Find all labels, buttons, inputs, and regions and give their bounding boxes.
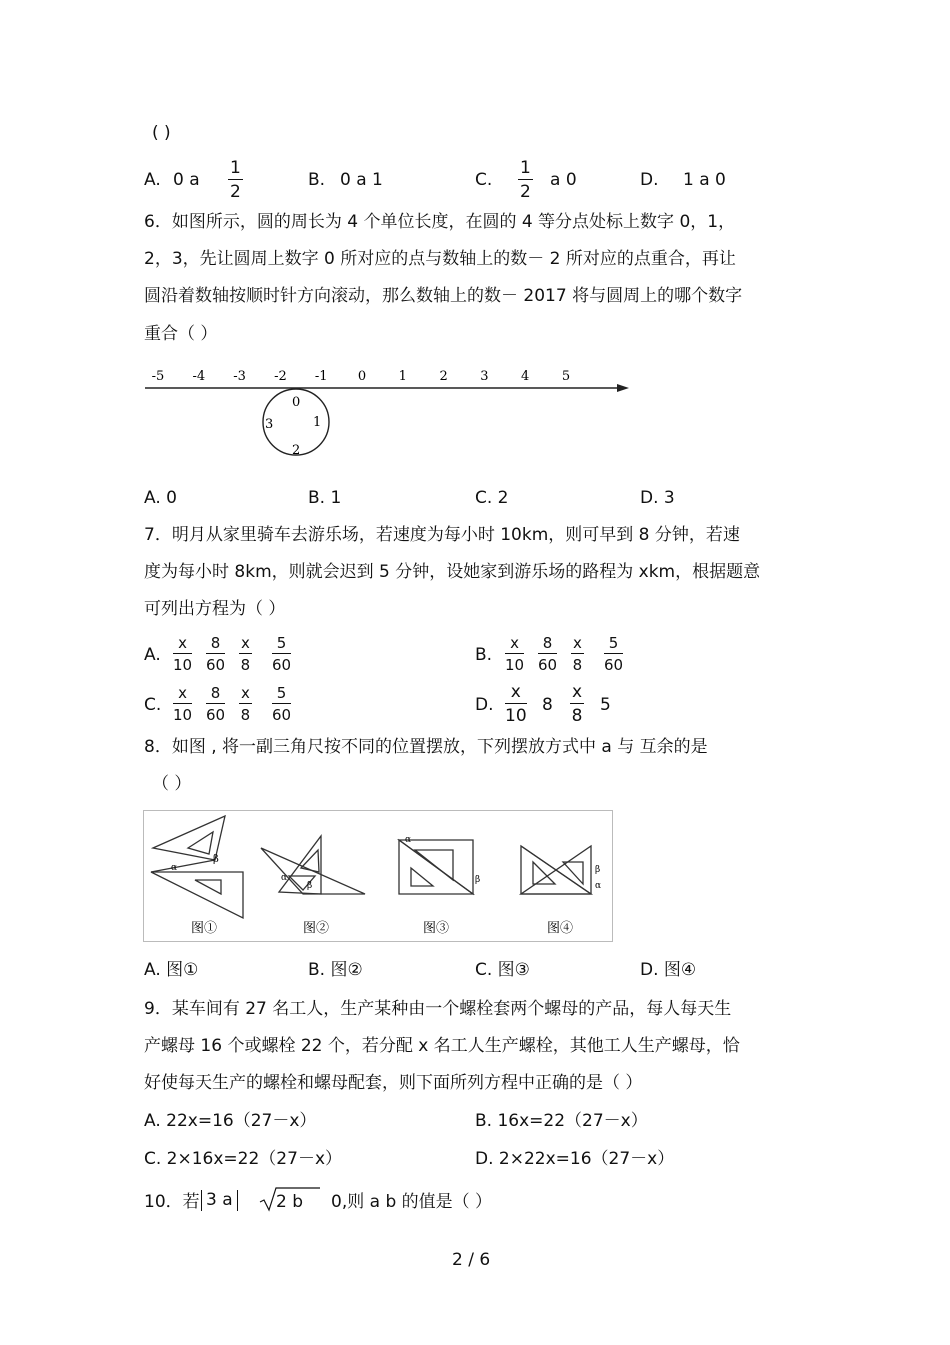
axis-arrow-icon xyxy=(617,384,629,392)
axis-tick-label: 1 xyxy=(398,369,407,384)
figure-4-caption: 图④ xyxy=(547,921,574,936)
axis-tick-label: 4 xyxy=(521,369,530,384)
q6-option-d: D. 3 xyxy=(640,488,675,508)
equation-fraction xyxy=(239,636,252,673)
fraction-numerator: x xyxy=(241,634,250,652)
axis-tick-label: -5 xyxy=(151,369,165,384)
equation-fraction xyxy=(173,636,192,673)
fraction-denominator: 2 xyxy=(230,182,241,202)
circle-label-1: 1 xyxy=(313,415,322,430)
q6-option-c: C. 2 xyxy=(475,488,509,508)
figure-2-caption: 图② xyxy=(303,921,330,936)
fraction-denominator: 10 xyxy=(505,656,525,674)
q9-option-d: D. 2×22x=16（27－x） xyxy=(475,1149,675,1169)
equation-fraction xyxy=(206,636,225,673)
axis-tick-label: -3 xyxy=(233,369,246,384)
q5-option-b-label: B. xyxy=(308,170,326,190)
fraction-numerator: 5 xyxy=(604,636,623,654)
q7-option-d-fraction-1 xyxy=(505,684,527,725)
axis-tick-label: -4 xyxy=(192,369,206,384)
fraction-numerator: 5 xyxy=(272,636,291,654)
equation-fraction xyxy=(505,636,524,673)
q9-option-b: B. 16x=22（27－x） xyxy=(475,1111,648,1131)
fraction-numerator: x xyxy=(173,636,192,654)
page-number: 2 / 6 xyxy=(452,1250,491,1270)
figure-1-alpha: α xyxy=(171,863,178,873)
q7-option-b-label: B. xyxy=(475,645,493,665)
triangle-rulers-figure xyxy=(143,810,613,942)
q9-line-2: 产螺母 16 个或螺栓 22 个，若分配 x 名工人生产螺栓，其他工人生产螺母，恰 xyxy=(144,1036,740,1056)
figure-3-alpha: α xyxy=(405,835,412,845)
q6-line-3: 圆沿着数轴按顺时针方向滚动，那么数轴上的数－ 2017 将与圆周上的哪个数字 xyxy=(144,286,743,306)
equation-fraction xyxy=(571,636,584,673)
fraction-denominator: 60 xyxy=(538,656,558,674)
axis-tick-label: -2 xyxy=(274,369,287,384)
fraction-denominator: 8 xyxy=(240,706,251,724)
fraction-numerator: x xyxy=(505,684,527,704)
fraction-numerator: 8 xyxy=(538,636,557,654)
number-line-figure xyxy=(140,360,640,465)
q5-option-c-fraction xyxy=(518,160,533,201)
fraction-denominator: 60 xyxy=(206,706,226,724)
q10-prefix: 10．若 xyxy=(144,1192,200,1212)
q10-suffix: 0,则 a b 的值是（ ） xyxy=(331,1192,493,1212)
q6-line-4: 重合（ ） xyxy=(144,324,218,344)
circle-label-0: 0 xyxy=(292,395,301,410)
figure-4-beta: β xyxy=(595,865,601,875)
q5-option-c-expr: a 0 xyxy=(550,170,577,190)
equation-fraction xyxy=(206,686,225,723)
fraction-numerator: x xyxy=(573,634,582,652)
q7-option-c-label: C. xyxy=(144,695,162,715)
q9-line-3: 好使每天生产的螺栓和螺母配套，则下面所列方程中正确的是（ ） xyxy=(144,1073,643,1093)
fraction-numerator: 8 xyxy=(206,636,225,654)
q5-option-d-expr: 1 a 0 xyxy=(683,170,726,190)
q5-option-b-expr: 0 a 1 xyxy=(340,170,383,190)
axis-tick-label: 0 xyxy=(357,369,367,384)
q6-option-a: A. 0 xyxy=(144,488,177,508)
fraction-numerator: x xyxy=(505,636,524,654)
figure-2-alpha: α xyxy=(281,873,288,883)
figure-3-beta: β xyxy=(475,875,481,885)
q8-line-2: （ ） xyxy=(152,774,192,794)
q10-sqrt-content: 2 b xyxy=(276,1192,304,1212)
fraction-numerator: 5 xyxy=(272,686,291,704)
q8-option-c: C. 图③ xyxy=(475,960,530,980)
axis-tick-label: -1 xyxy=(314,369,328,384)
q5-paren: ( ) xyxy=(152,123,171,143)
q7-option-d-label: D. xyxy=(475,695,494,715)
axis-tick-label: 5 xyxy=(561,369,571,384)
equation-fraction xyxy=(538,636,557,673)
figure-1-caption: 图① xyxy=(191,921,218,936)
q8-line-1: 8．如图 , 将一副三角尺按不同的位置摆放，下列摆放方式中 a 与 互余的是 xyxy=(144,737,708,757)
figure-2-beta: β xyxy=(307,881,313,891)
fraction-denominator: 60 xyxy=(604,656,624,674)
figure-4-alpha: α xyxy=(595,881,602,891)
fraction-numerator: x xyxy=(173,686,192,704)
q6-line-2: 2，3，先让圆周上数字 0 所对应的点与数轴上的数－ 2 所对应的点重合，再让 xyxy=(144,249,736,269)
equation-fraction xyxy=(604,636,623,673)
equation-fraction xyxy=(272,686,291,723)
fraction-numerator: 8 xyxy=(206,686,225,704)
figure-3-caption: 图③ xyxy=(423,921,450,936)
fraction-numerator: x xyxy=(572,682,583,702)
q7-option-d-fraction-2 xyxy=(570,684,584,725)
q5-option-a-expr: 0 a xyxy=(173,170,200,190)
q7-option-a-label: A. xyxy=(144,645,161,665)
q5-option-d-label: D. xyxy=(640,170,659,190)
axis-tick-label: 3 xyxy=(480,369,489,384)
fraction-denominator: 2 xyxy=(520,182,531,202)
fraction-denominator: 10 xyxy=(173,656,193,674)
q10-absolute-value: 3 a xyxy=(201,1190,238,1211)
axis-tick-labels xyxy=(152,369,570,384)
fraction-numerator: 1 xyxy=(230,158,241,178)
circle-label-3: 3 xyxy=(265,417,274,432)
q5-option-a-fraction xyxy=(228,160,243,201)
q5-option-c-label: C. xyxy=(475,170,493,190)
fraction-denominator: 8 xyxy=(240,656,251,674)
fraction-numerator: x xyxy=(241,684,250,702)
axis-tick-label: 2 xyxy=(439,369,448,384)
q6-line-1: 6．如图所示，圆的周长为 4 个单位长度，在圆的 4 等分点处标上数字 0，1， xyxy=(144,212,736,232)
fraction-denominator: 8 xyxy=(572,656,583,674)
fraction-denominator: 60 xyxy=(272,656,292,674)
q8-option-b: B. 图② xyxy=(308,960,363,980)
circle-label-2: 2 xyxy=(292,443,301,458)
q5-option-a-label: A. xyxy=(144,170,161,190)
q9-line-1: 9．某车间有 27 名工人，生产某种由一个螺栓套两个螺母的产品，每人每天生 xyxy=(144,999,732,1019)
equation-fraction xyxy=(239,686,252,723)
q9-option-a: A. 22x=16（27－x） xyxy=(144,1111,317,1131)
fraction-denominator: 8 xyxy=(571,706,583,726)
q7-line-2: 度为每小时 8km，则就会迟到 5 分钟，设她家到游乐场的路程为 xkm，根据题意 xyxy=(144,562,761,582)
equation-fraction xyxy=(173,686,192,723)
q9-option-c: C. 2×16x=22（27－x） xyxy=(144,1149,342,1169)
fraction-denominator: 10 xyxy=(173,706,193,724)
equation-fraction xyxy=(272,636,291,673)
fraction-denominator: 10 xyxy=(505,706,527,726)
figure-1-beta: β xyxy=(213,854,219,865)
q7-option-d-end: 5 xyxy=(600,695,611,715)
q6-option-b: B. 1 xyxy=(308,488,342,508)
fraction-numerator: 1 xyxy=(520,158,531,178)
q8-option-d: D. 图④ xyxy=(640,960,697,980)
q7-line-1: 7．明月从家里骑车去游乐场，若速度为每小时 10km，则可早到 8 分钟，若速 xyxy=(144,525,740,545)
q7-option-d-mid: 8 xyxy=(542,695,553,715)
q7-line-3: 可列出方程为（ ） xyxy=(144,599,286,619)
fraction-denominator: 60 xyxy=(206,656,226,674)
fraction-denominator: 60 xyxy=(272,706,292,724)
q8-option-a: A. 图① xyxy=(144,960,199,980)
